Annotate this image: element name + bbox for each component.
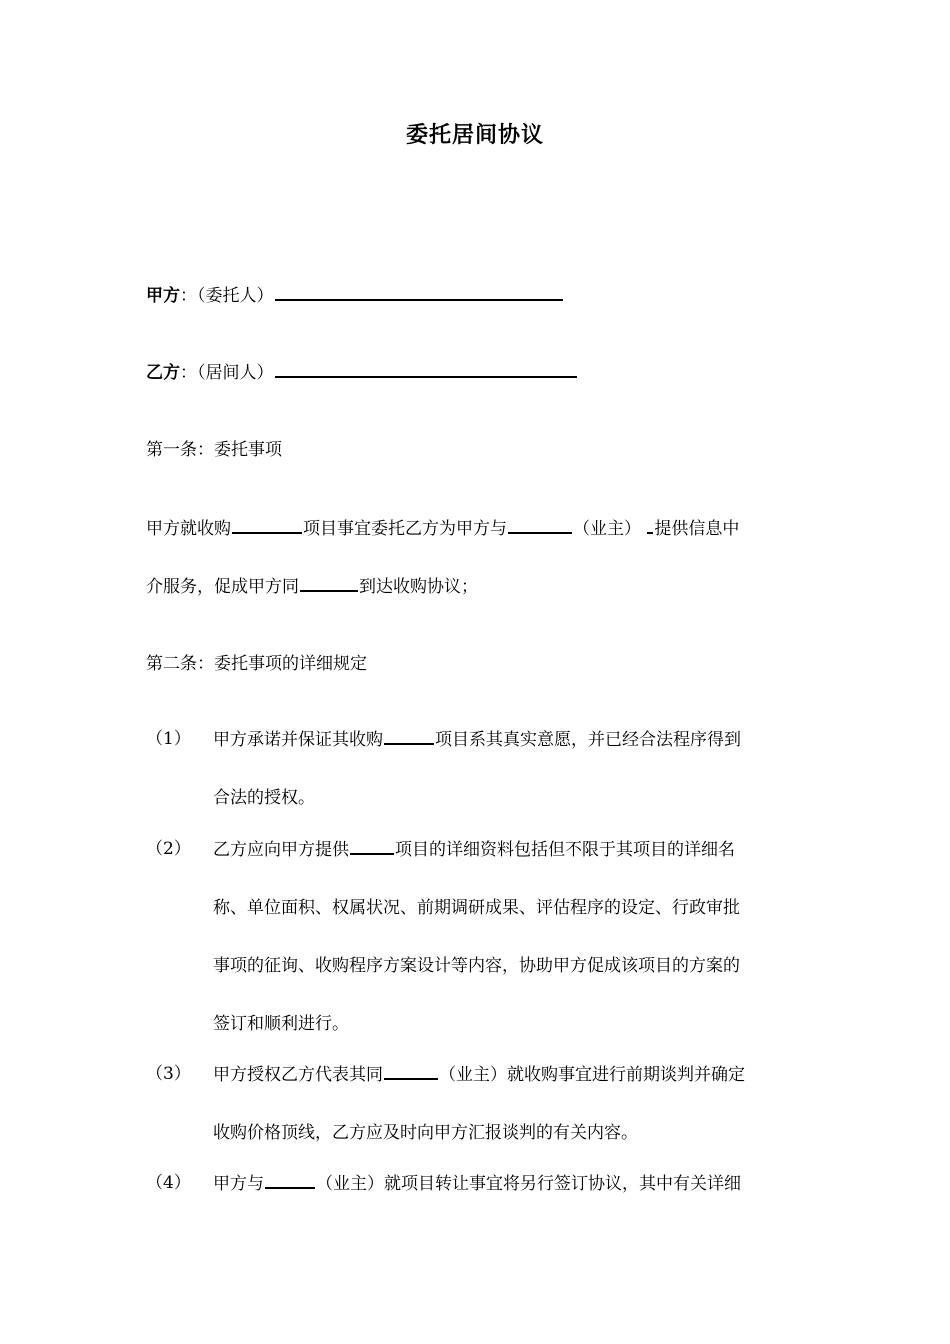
item1-line1 [213, 727, 741, 752]
item2-line1 [213, 837, 735, 862]
item-text: 项目系其真实意愿，并已经合法程序得到 [435, 730, 741, 750]
item2-blank[interactable] [350, 837, 394, 855]
item2-number: （2） [146, 839, 191, 859]
article1-text: 到达收购协议； [359, 577, 478, 597]
item1-blank[interactable] [384, 727, 434, 745]
counterparty-blank[interactable] [300, 574, 358, 592]
item-text: 甲方承诺并保证其收购 [213, 730, 383, 750]
item3-line2: 收购价格顶线，乙方应及时向甲方汇报谈判的有关内容。 [213, 1123, 638, 1143]
small-blank[interactable] [647, 516, 653, 534]
item-text: 项目的详细资料包括但不限于其项目的详细名 [395, 840, 735, 860]
item-text: 甲方授权乙方代表其同 [213, 1065, 383, 1085]
party-a-label: 甲方 [146, 286, 180, 306]
item-text: （业主）就收购事宜进行前期谈判并确定 [439, 1065, 745, 1085]
article1-text: 介服务，促成甲方同 [146, 577, 299, 597]
item4-line1 [213, 1171, 741, 1196]
article1-text: 提供信息中 [654, 519, 740, 539]
item3-blank[interactable] [384, 1062, 438, 1080]
article1-text: 甲方就收购 [146, 519, 231, 539]
acquisition-project-blank[interactable] [232, 516, 302, 534]
party-b-colon: ： [180, 363, 197, 383]
item2-line2: 称、单位面积、权属状况、前期调研成果、评估程序的设定、行政审批 [213, 898, 740, 918]
item2-line3: 事项的征询、收购程序方案设计等内容，协助甲方促成该项目的方案的 [213, 956, 740, 976]
item1-line2: 合法的授权。 [213, 788, 315, 808]
party-b-blank[interactable] [275, 360, 577, 378]
party-a-role: （委托人） [197, 286, 274, 306]
item3-line1 [213, 1062, 745, 1087]
item-text: 乙方应向甲方提供 [213, 840, 349, 860]
party-b-line [146, 360, 578, 385]
item-text: （业主）就项目转让事宜将另行签订协议，其中有关详细 [316, 1174, 741, 1194]
article1-text: 项目事宜委托乙方为甲方与 [303, 519, 507, 539]
article1-paragraph-line2 [146, 574, 478, 599]
item1-number: （1） [146, 729, 191, 749]
party-a-blank[interactable] [275, 283, 563, 301]
item3-number: （3） [146, 1064, 191, 1084]
item2-line4: 签订和顺利进行。 [213, 1014, 349, 1034]
article2-heading: 第二条：委托事项的详细规定 [146, 654, 367, 674]
article1-heading: 第一条：委托事项 [146, 440, 282, 460]
article1-paragraph-line1 [146, 516, 739, 541]
party-b-label: 乙方 [146, 363, 180, 383]
article1-text: （业主） [573, 519, 641, 539]
party-a-colon: ： [180, 286, 197, 306]
document-title: 委托居间协议 [405, 122, 544, 148]
item4-number: （4） [146, 1173, 191, 1193]
party-a-line [146, 283, 564, 308]
item-text: 甲方与 [213, 1174, 264, 1194]
party-b-role: （居间人） [197, 363, 274, 383]
owner-blank[interactable] [508, 516, 572, 534]
item4-blank[interactable] [265, 1171, 315, 1189]
